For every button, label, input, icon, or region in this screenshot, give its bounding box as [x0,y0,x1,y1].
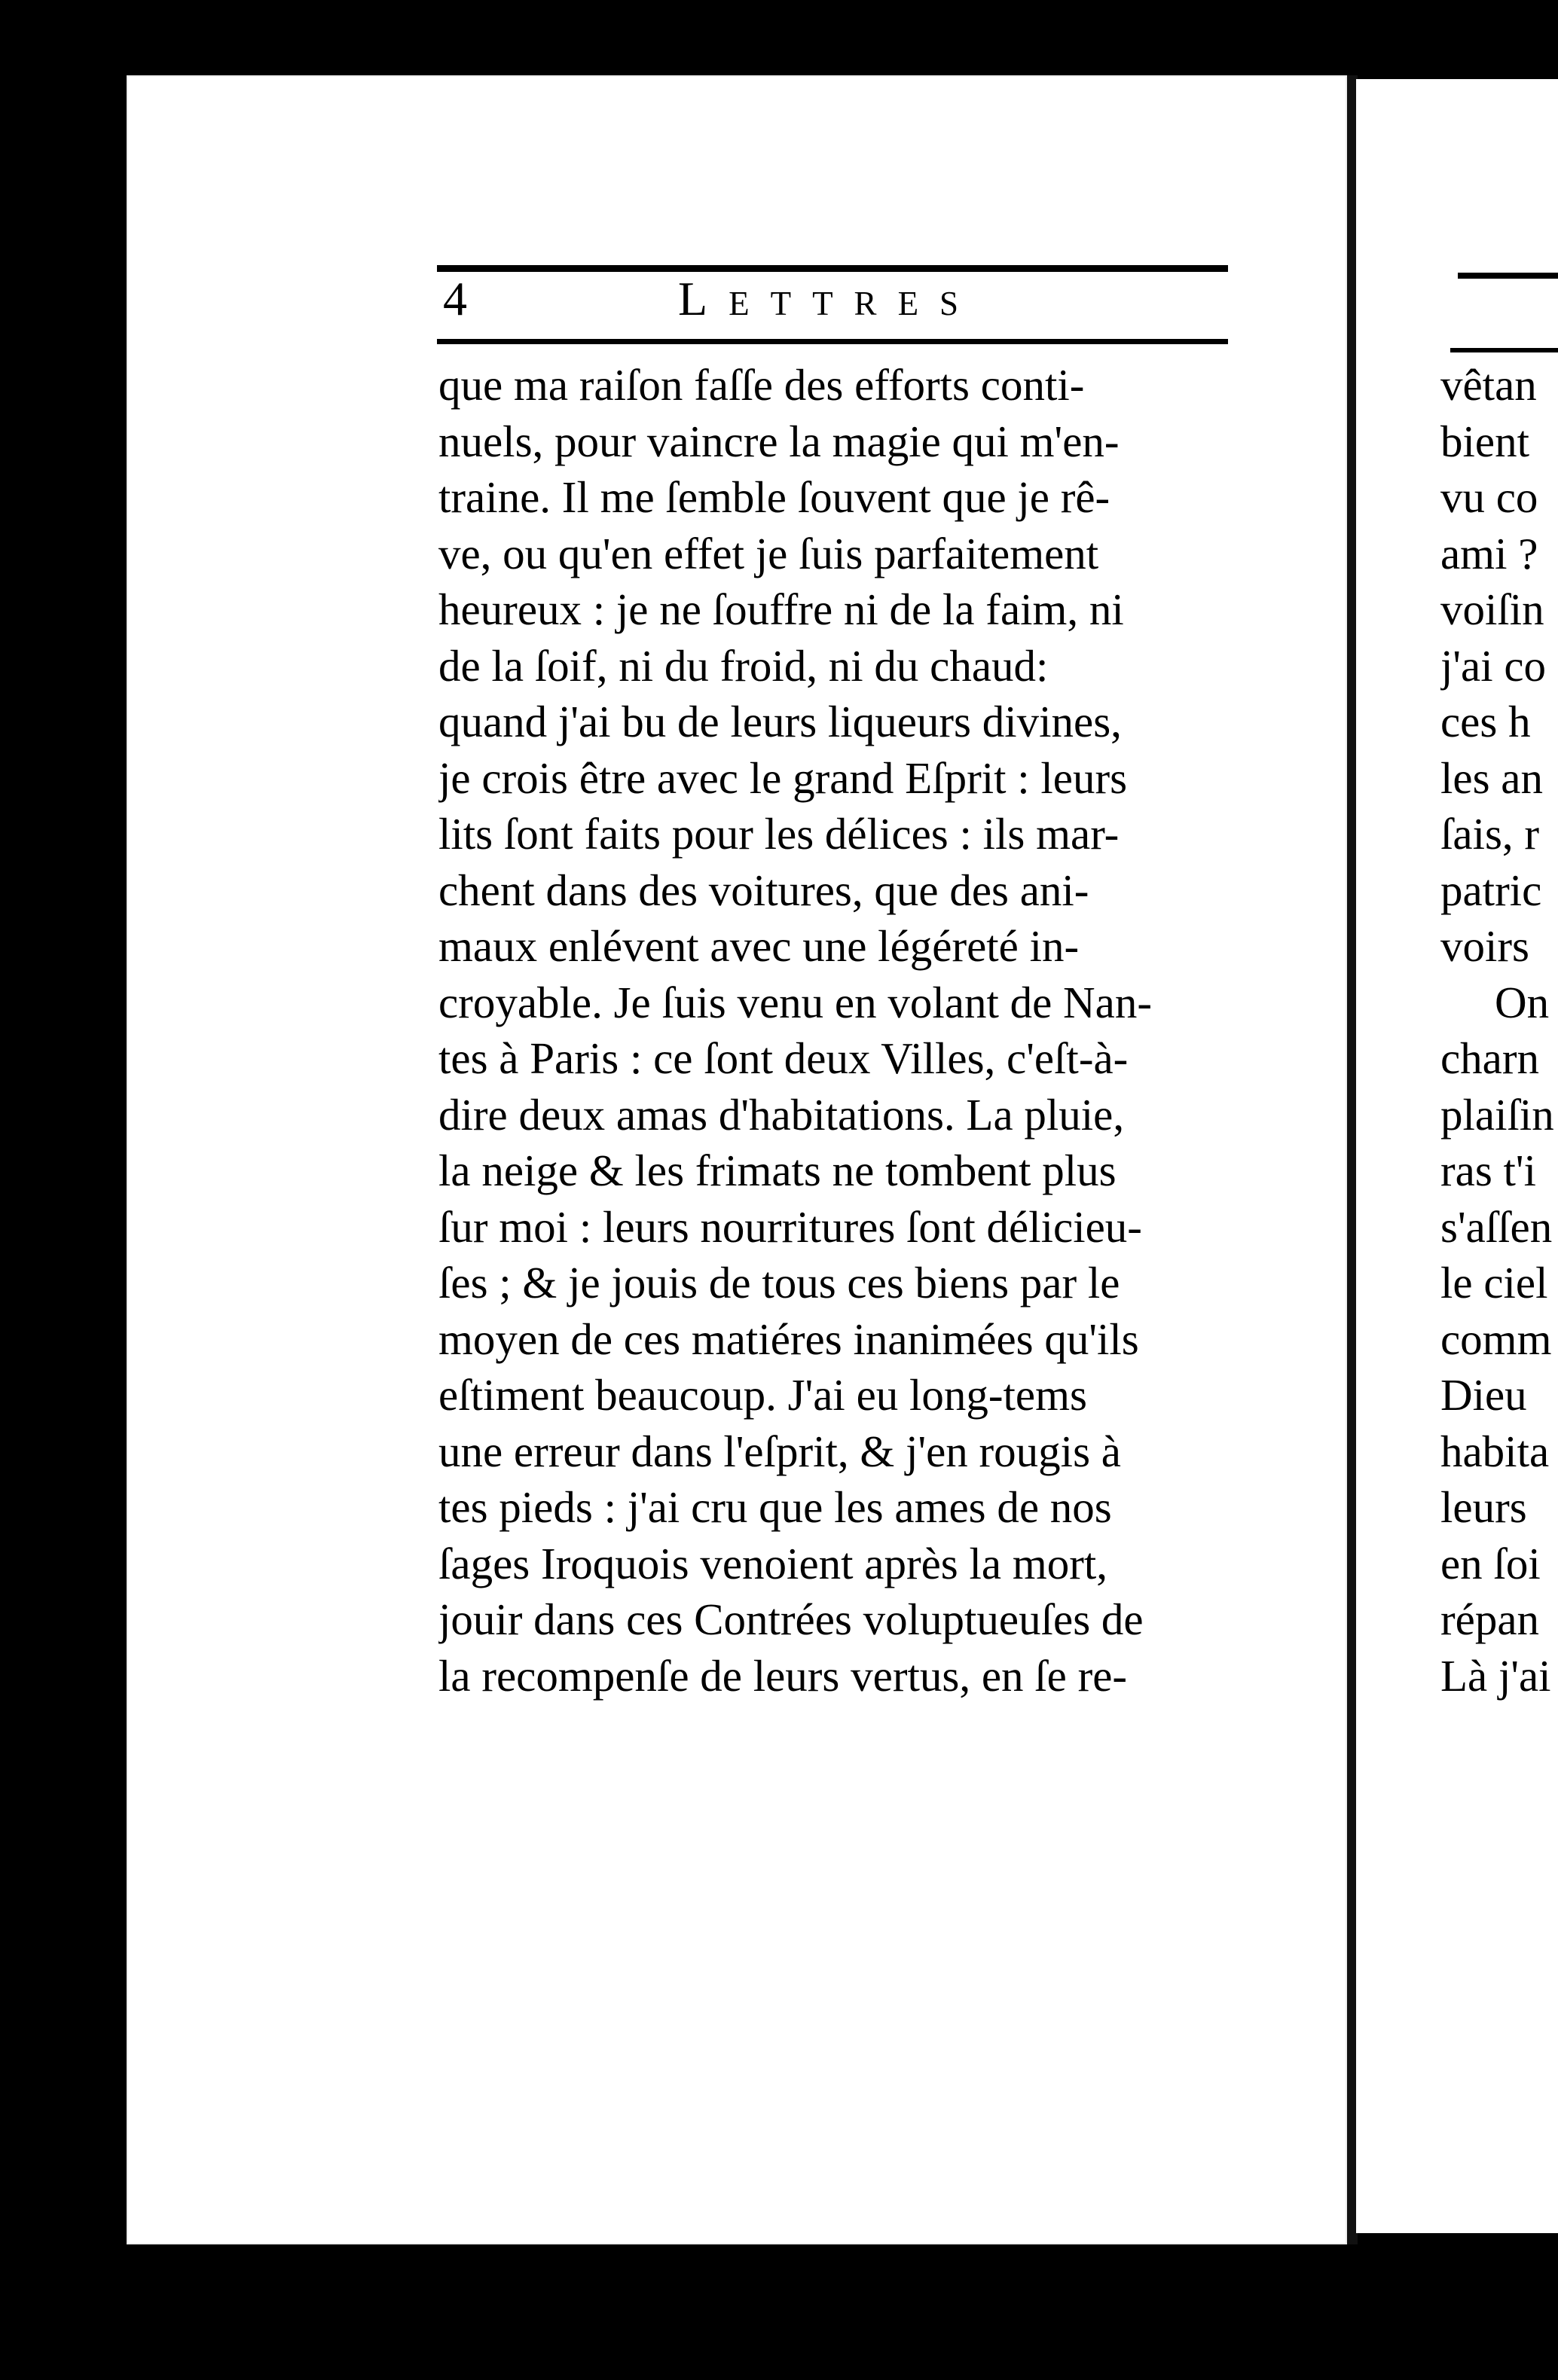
text-line: la neige & les frimats ne tombent plus [438,1146,1117,1195]
text-line: heureux : je ne ſouffre ni de la faim, ni [438,584,1124,634]
text-line: plaiſin [1440,1089,1554,1140]
text-line: Dieu [1440,1370,1527,1420]
text-line: traine. Il me ſemble ſouvent que je rê- [438,472,1110,522]
right-header-bottom-rule [1450,348,1558,352]
text-line: Là j'ai [1440,1650,1551,1701]
text-line: bient [1440,416,1529,466]
text-line: ve, ou qu'en effet je ſuis parfaitement [438,528,1099,578]
text-line: ſais, r [1440,809,1540,859]
text-line: de la ſoif, ni du froid, ni du chaud: [438,640,1049,691]
page-number: 4 [443,272,467,325]
text-line: une erreur dans l'eſprit, & j'en rougis à [438,1426,1121,1476]
header-bottom-rule [437,339,1228,344]
text-line: quand j'ai bu de leurs liqueurs divines, [438,697,1122,746]
text-line: comm [1440,1314,1552,1364]
text-line: patric [1440,865,1542,915]
text-line: vu co [1440,472,1538,522]
text-line: ami ? [1440,528,1538,578]
text-line: croyable. Je ſuis venu en volant de Nan- [438,977,1152,1027]
left-page-text [438,357,1227,1704]
text-line: nuels, pour vaincre la magie qui m'en- [438,416,1120,466]
text-line: leurs [1440,1482,1527,1532]
text-line: habita [1440,1426,1550,1476]
text-line: eſtiment beaucoup. J'ai eu long-tems [438,1370,1087,1420]
text-line: lits ſont faits pour les délices : ils mar- [438,809,1120,859]
text-line: s'aſſen [1440,1201,1553,1252]
text-line: chent dans des voitures, que des ani- [438,865,1089,915]
text-line: j'ai co [1440,640,1547,691]
text-line: en ſoi [1440,1538,1541,1588]
header-top-rule [437,265,1228,272]
text-line: le ciel [1440,1258,1548,1307]
text-line: la recompenſe de leurs vertus, en ſe re- [438,1650,1128,1701]
text-line: répan [1440,1594,1540,1644]
running-title: Lettres [678,272,980,325]
text-line: jouir dans ces Contrées voluptueuſes de [438,1594,1144,1644]
text-line: maux enlévent avec une légéreté in- [438,921,1080,971]
text-line: ſages Iroquois venoient après la mort, [438,1538,1108,1588]
right-header-top-rule [1458,273,1558,279]
text-line: voirs [1440,921,1529,971]
text-line: les an [1440,752,1543,803]
text-line: ces h [1440,697,1531,746]
text-line: On [1495,977,1550,1027]
text-line: dire deux amas d'habitations. La pluie, [438,1089,1125,1140]
text-line: ſes ; & je jouis de tous ces biens par le [438,1258,1120,1307]
text-line: tes à Paris : ce ſont deux Villes, c'eſt-à- [438,1033,1129,1083]
right-page-text [1440,357,1558,1704]
text-line: tes pieds : j'ai cru que les ames de nos [438,1482,1112,1532]
text-line: voiſin [1440,584,1544,634]
text-line: je crois être avec le grand Eſprit : leurs [438,752,1128,803]
text-line: que ma raiſon faſſe des efforts conti- [438,360,1085,410]
text-line: ſur moi : leurs nourritures ſont délicieu- [438,1201,1142,1252]
text-line: vêtan [1440,360,1537,410]
text-line: charn [1440,1033,1540,1083]
text-line: ras t'i [1440,1146,1536,1195]
text-line: moyen de ces matiéres inanimées qu'ils [438,1314,1139,1364]
